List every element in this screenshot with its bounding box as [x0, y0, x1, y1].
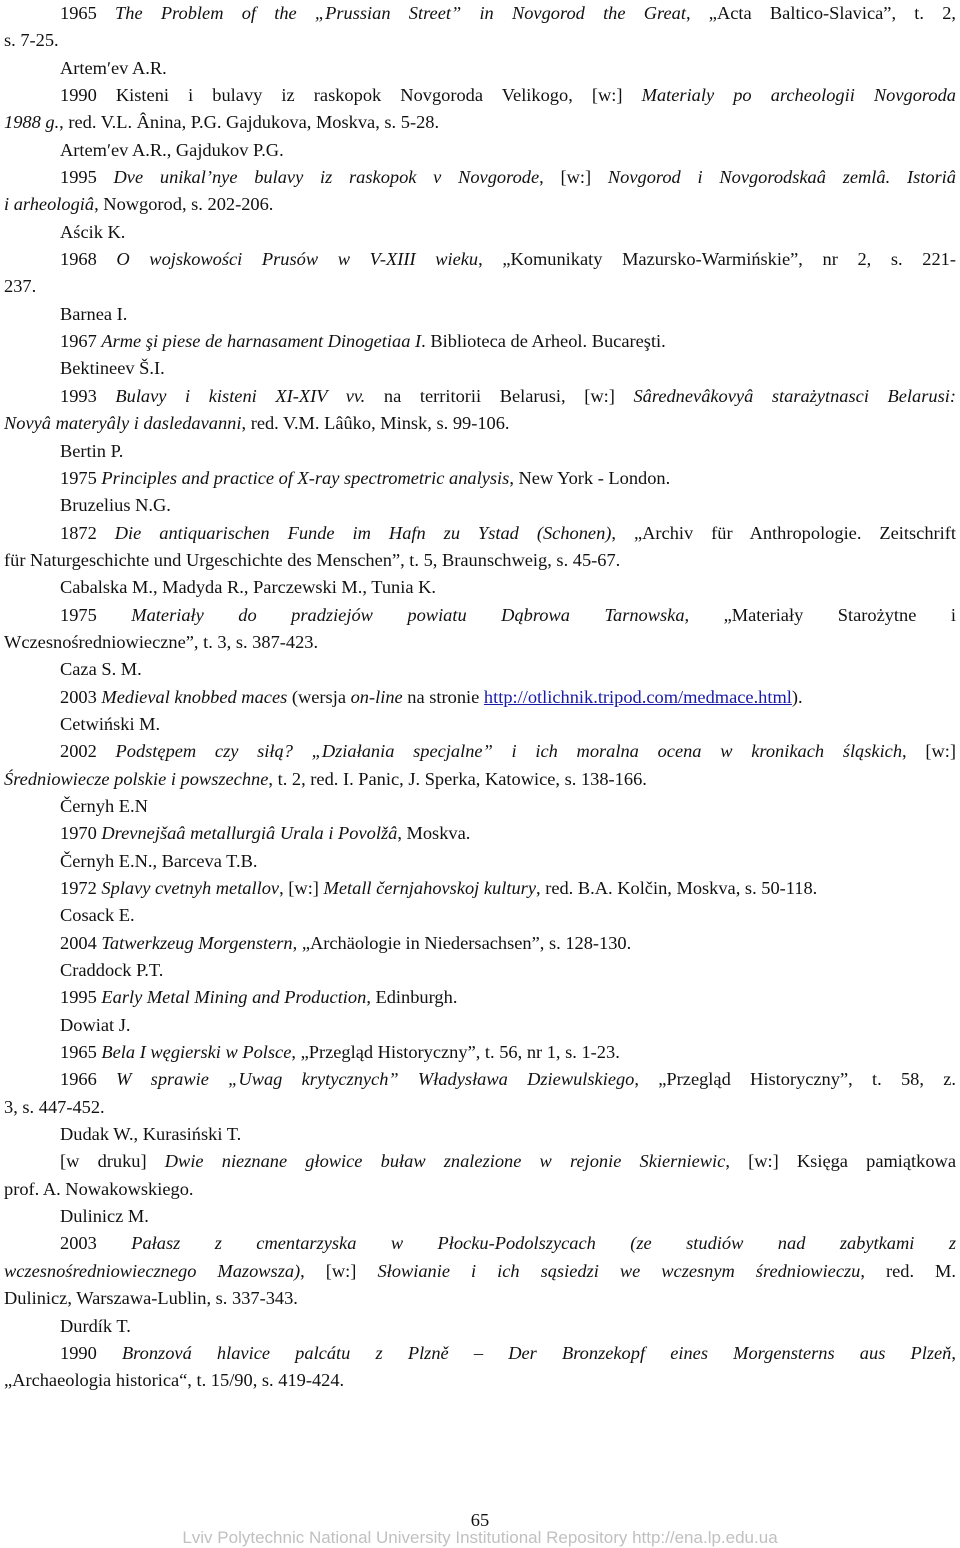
reference-text: Arme şi piese de harnasament Dinogetiaa I — [101, 331, 422, 352]
reference-text: W sprawie „Uwag krytycznych” Władysława Dziewulskiego — [116, 1069, 635, 1090]
reference-continuation — [4, 547, 956, 574]
reference-text: 1970 — [60, 823, 102, 844]
reference-text: Dowiat J. — [60, 1014, 131, 1035]
reference-continuation — [4, 1258, 956, 1285]
reference-text: Craddock P.T. — [60, 960, 164, 981]
reference-text: Durdík T. — [60, 1315, 131, 1336]
reference-text: Novgorod i Novgorodskaâ zemlâ. Istoriâ — [607, 167, 956, 188]
reference-entry — [4, 820, 956, 847]
reference-continuation — [4, 191, 956, 218]
reference-text: , „Komunikaty Mazursko-Warmińskie”, nr 2, s. 221- — [478, 249, 956, 270]
reference-text: , red. M. — [860, 1260, 957, 1281]
reference-text: Bela I węgierski w Polsce — [101, 1042, 292, 1063]
reference-entry — [4, 1039, 956, 1066]
reference-text: ʹ — [106, 57, 112, 78]
reference-author — [4, 219, 956, 246]
reference-text: Bektineev Š.I. — [60, 358, 165, 379]
reference-text: ev A.R. — [111, 57, 167, 78]
reference-text: Materialy po archeologii Novgoroda — [641, 85, 956, 106]
reference-text: Wczesnośredniowieczne”, t. 3, s. 387-423. — [4, 631, 319, 652]
reference-text: na stronie — [402, 686, 484, 707]
reference-text: s. 7-25. — [4, 30, 59, 51]
reference-author — [4, 355, 956, 382]
reference-text: Principles and practice of X-ray spectrometric analysis — [101, 467, 510, 488]
reference-entry — [4, 0, 956, 27]
reference-text: Materiały do pradziejów powiatu Dąbrowa Tarnowska — [131, 604, 685, 625]
reference-text: , Edinburgh. — [366, 987, 458, 1008]
page-number: 65 — [470, 1510, 490, 1530]
reference-text: 1872 — [60, 522, 115, 543]
reference-entry — [4, 1066, 956, 1093]
reference-text: Early Metal Mining and Production — [101, 987, 367, 1008]
reference-text: 1993 — [60, 385, 116, 406]
reference-entry — [4, 465, 956, 492]
reference-text: , [w:] — [279, 878, 324, 898]
reference-text: O wojskowości Prusów w V-XIII wieku — [116, 249, 479, 270]
reference-text: , „Przegląd Historyczny”, t. 56, nr 1, s. 1-23. — [291, 1042, 620, 1063]
reference-text: 1972 — [60, 878, 102, 898]
reference-text: , „Archäologie in Niedersachsen”, s. 128-130. — [292, 932, 632, 953]
reference-text: 2003 — [60, 1233, 132, 1254]
reference-text: Bruzelius N.G. — [60, 495, 171, 516]
reference-text: Słowianie i ich sąsiedzi we wczesnym średniowieczu — [377, 1260, 861, 1281]
reference-text: Pałasz z cmentarzyska w Płocku-Podolszycach (ze studiów nad zabytkami z — [131, 1233, 956, 1254]
reference-author — [4, 438, 956, 465]
reference-text: 1995 — [60, 987, 102, 1008]
reference-author — [4, 574, 956, 601]
reference-entry — [4, 520, 956, 547]
reference-text: Kisteni i bulavy iz raskopok Novgoroda Velikogo — [115, 85, 569, 106]
reference-author — [4, 902, 956, 929]
reference-text: 1966 — [60, 1069, 117, 1090]
reference-text: ). — [791, 686, 803, 707]
reference-text: na territorii Belarusi, [w:] — [365, 385, 634, 406]
reference-continuation — [4, 273, 956, 300]
reference-text: , Nowgorod, s. 202-206. — [94, 194, 274, 215]
reference-text: Cetwiński M. — [60, 713, 161, 734]
reference-text: . Biblioteca de Arheol. Bucareşti. — [421, 331, 666, 352]
reference-text: , „Acta Baltico-Slavica”, t. 2, — [685, 3, 956, 23]
reference-text: Černyh E.N., Barceva T.B. — [60, 850, 258, 871]
reference-text: Die antiquarischen Funde im Hafn zu Ystad (Schonen) — [114, 522, 612, 543]
reference-text: 1975 — [60, 467, 102, 488]
reference-text: Aścik K. — [60, 221, 126, 242]
reference-text: 2002 — [60, 741, 116, 762]
reference-text: , [w:] — [300, 1260, 378, 1281]
reference-text: Caza S. M. — [60, 659, 142, 680]
reference-continuation — [4, 1094, 956, 1121]
reference-text: The Problem of the „Prussian Street” in Novgorod the Great — [115, 3, 686, 23]
reference-author — [4, 1313, 956, 1340]
reference-entry — [4, 328, 956, 355]
reference-author — [4, 1121, 956, 1148]
reference-continuation — [4, 1367, 956, 1394]
reference-text: [w druku] — [60, 1151, 165, 1172]
reference-link[interactable]: http://otlichnik.tripod.com/medmace.html — [483, 686, 792, 707]
reference-text: Černyh E.N — [60, 795, 148, 816]
reference-text: Bulavy i kisteni XI-XIV vv. — [115, 385, 366, 406]
reference-text: Średniowiecze polskie i powszechne — [4, 768, 269, 789]
reference-text: (wersja — [287, 686, 351, 707]
reference-author — [4, 301, 956, 328]
reference-text: Dve unikal’nye bulavy iz raskopok v Novgorode — [113, 167, 540, 188]
reference-author — [4, 656, 956, 683]
reference-continuation — [4, 1176, 956, 1203]
reference-continuation — [4, 27, 956, 54]
reference-entry — [4, 684, 956, 711]
reference-text: Cabalska M., Madyda R., Parczewski M., Tunia K. — [60, 577, 436, 598]
reference-text: , „Archiv für Anthropologie. Zeitschrift — [611, 522, 957, 543]
reference-text: Splavy cvetnyh metallov — [101, 878, 280, 898]
reference-text: 1968 — [60, 249, 117, 270]
reference-entry — [4, 164, 956, 191]
reference-author — [4, 55, 956, 82]
bibliography-list — [4, 0, 956, 1395]
reference-text: 1988 g. — [4, 112, 60, 133]
reference-author — [4, 848, 956, 875]
reference-text: , red. B.A. Kolčin, Moskva, s. 50-118. — [536, 878, 818, 898]
reference-entry — [4, 875, 956, 902]
reference-text: , red. V.M. Lâûko, Minsk, s. 99-106. — [241, 413, 510, 434]
reference-entry — [4, 383, 956, 410]
reference-text: 1965 — [60, 3, 116, 23]
reference-text: Dwie nieznane głowice buław znalezione w rejonie Skierniewic — [164, 1151, 726, 1172]
reference-text: , „Materiały Starożytne i — [684, 604, 957, 625]
reference-text: Sârednevâkovyâ starażytnasci Belarusi: — [633, 385, 956, 406]
reference-text: Novyâ materyâly i dasledavanni — [4, 413, 242, 434]
reference-author — [4, 492, 956, 519]
reference-text: , „Przegląd Historyczny”, t. 58, z. — [634, 1069, 956, 1090]
reference-text: Barnea I. — [60, 303, 128, 324]
reference-author — [4, 137, 956, 164]
reference-text: , [w:] — [902, 741, 957, 762]
reference-text: , New York - London. — [509, 467, 671, 488]
reference-text: Podstępem czy siłą? „Działania specjalne” i ich moralna ocena w kronikach śląskich — [115, 741, 903, 762]
reference-author — [4, 1012, 956, 1039]
reference-continuation — [4, 766, 956, 793]
reference-text: , t. 2, red. I. Panic, J. Sperka, Katowice, s. 138-166. — [268, 768, 647, 789]
reference-entry — [4, 82, 956, 109]
reference-entry — [4, 930, 956, 957]
reference-text: 2003 — [60, 686, 102, 707]
reference-text: Dulinicz M. — [60, 1206, 149, 1227]
reference-text: , [w:] — [568, 85, 642, 106]
reference-text: 1995 — [60, 167, 114, 188]
reference-author — [4, 793, 956, 820]
reference-text: , Moskva. — [397, 823, 471, 844]
reference-author — [4, 711, 956, 738]
reference-text: 2004 — [60, 932, 102, 953]
reference-text: 1975 — [60, 604, 132, 625]
reference-text: 1990 — [60, 1342, 122, 1363]
reference-text: Artem — [60, 57, 107, 78]
reference-text: Dudak W., Kurasiński T. — [60, 1124, 242, 1145]
reference-text: , red. V.L. Ânina, P.G. Gajdukova, Moskva, s. 5-28. — [59, 112, 440, 133]
reference-text: Bertin P. — [60, 440, 124, 461]
reference-text: Medieval knobbed maces — [101, 686, 288, 707]
reference-text: i arheologiâ — [4, 194, 95, 215]
reference-text: , [w:] Księga pamiątkowa — [725, 1151, 957, 1172]
reference-author — [4, 1203, 956, 1230]
reference-text: Drevnejšaâ metallurgiâ Urala i Povolžâ — [101, 823, 398, 844]
reference-continuation — [4, 109, 956, 136]
reference-text: , — [951, 1342, 956, 1363]
reference-text: Tatwerkzeug Morgenstern — [101, 932, 293, 953]
reference-text: wczesnośredniowiecznego Mazowsza) — [4, 1260, 301, 1281]
reference-continuation — [4, 1285, 956, 1312]
reference-text: für Naturgeschichte und Urgeschichte des Menschen”, t. 5, Braunschweig, s. 45-67. — [4, 549, 621, 570]
reference-text: 1965 — [60, 1042, 102, 1063]
reference-text: 1990 — [60, 85, 116, 106]
reference-text: Dulinicz, Warszawa-Lublin, s. 337-343. — [4, 1288, 298, 1309]
reference-entry — [4, 1340, 956, 1367]
reference-entry — [4, 602, 956, 629]
reference-continuation — [4, 629, 956, 656]
reference-text: on-line — [350, 686, 403, 707]
repository-footer: Lviv Polytechnic National University Institutional Repository http://ena.lp.edu.ua — [182, 1528, 778, 1547]
reference-text: Cosack E. — [60, 905, 135, 926]
reference-text: , [w:] — [539, 167, 608, 188]
reference-text: Artemʹev A.R., Gajdukov P.G. — [60, 139, 284, 160]
reference-text: Metall černjahovskoj kultury — [323, 878, 536, 898]
reference-continuation — [4, 410, 956, 437]
reference-text: prof. A. Nowakowskiego. — [4, 1178, 194, 1199]
reference-entry — [4, 1148, 956, 1175]
reference-text: 1967 — [60, 331, 102, 352]
reference-text: „Archaeologia historica“, t. 15/90, s. 419-424. — [4, 1370, 345, 1391]
reference-entry — [4, 984, 956, 1011]
reference-text: Bronzová hlavice palcátu z Plzně – Der Bronzekopf eines Morgensterns aus Plzeň — [121, 1342, 952, 1363]
reference-entry — [4, 738, 956, 765]
reference-text: 3, s. 447-452. — [4, 1096, 105, 1117]
reference-text: 237. — [4, 276, 37, 297]
reference-author — [4, 957, 956, 984]
reference-entry — [4, 246, 956, 273]
reference-entry — [4, 1230, 956, 1257]
